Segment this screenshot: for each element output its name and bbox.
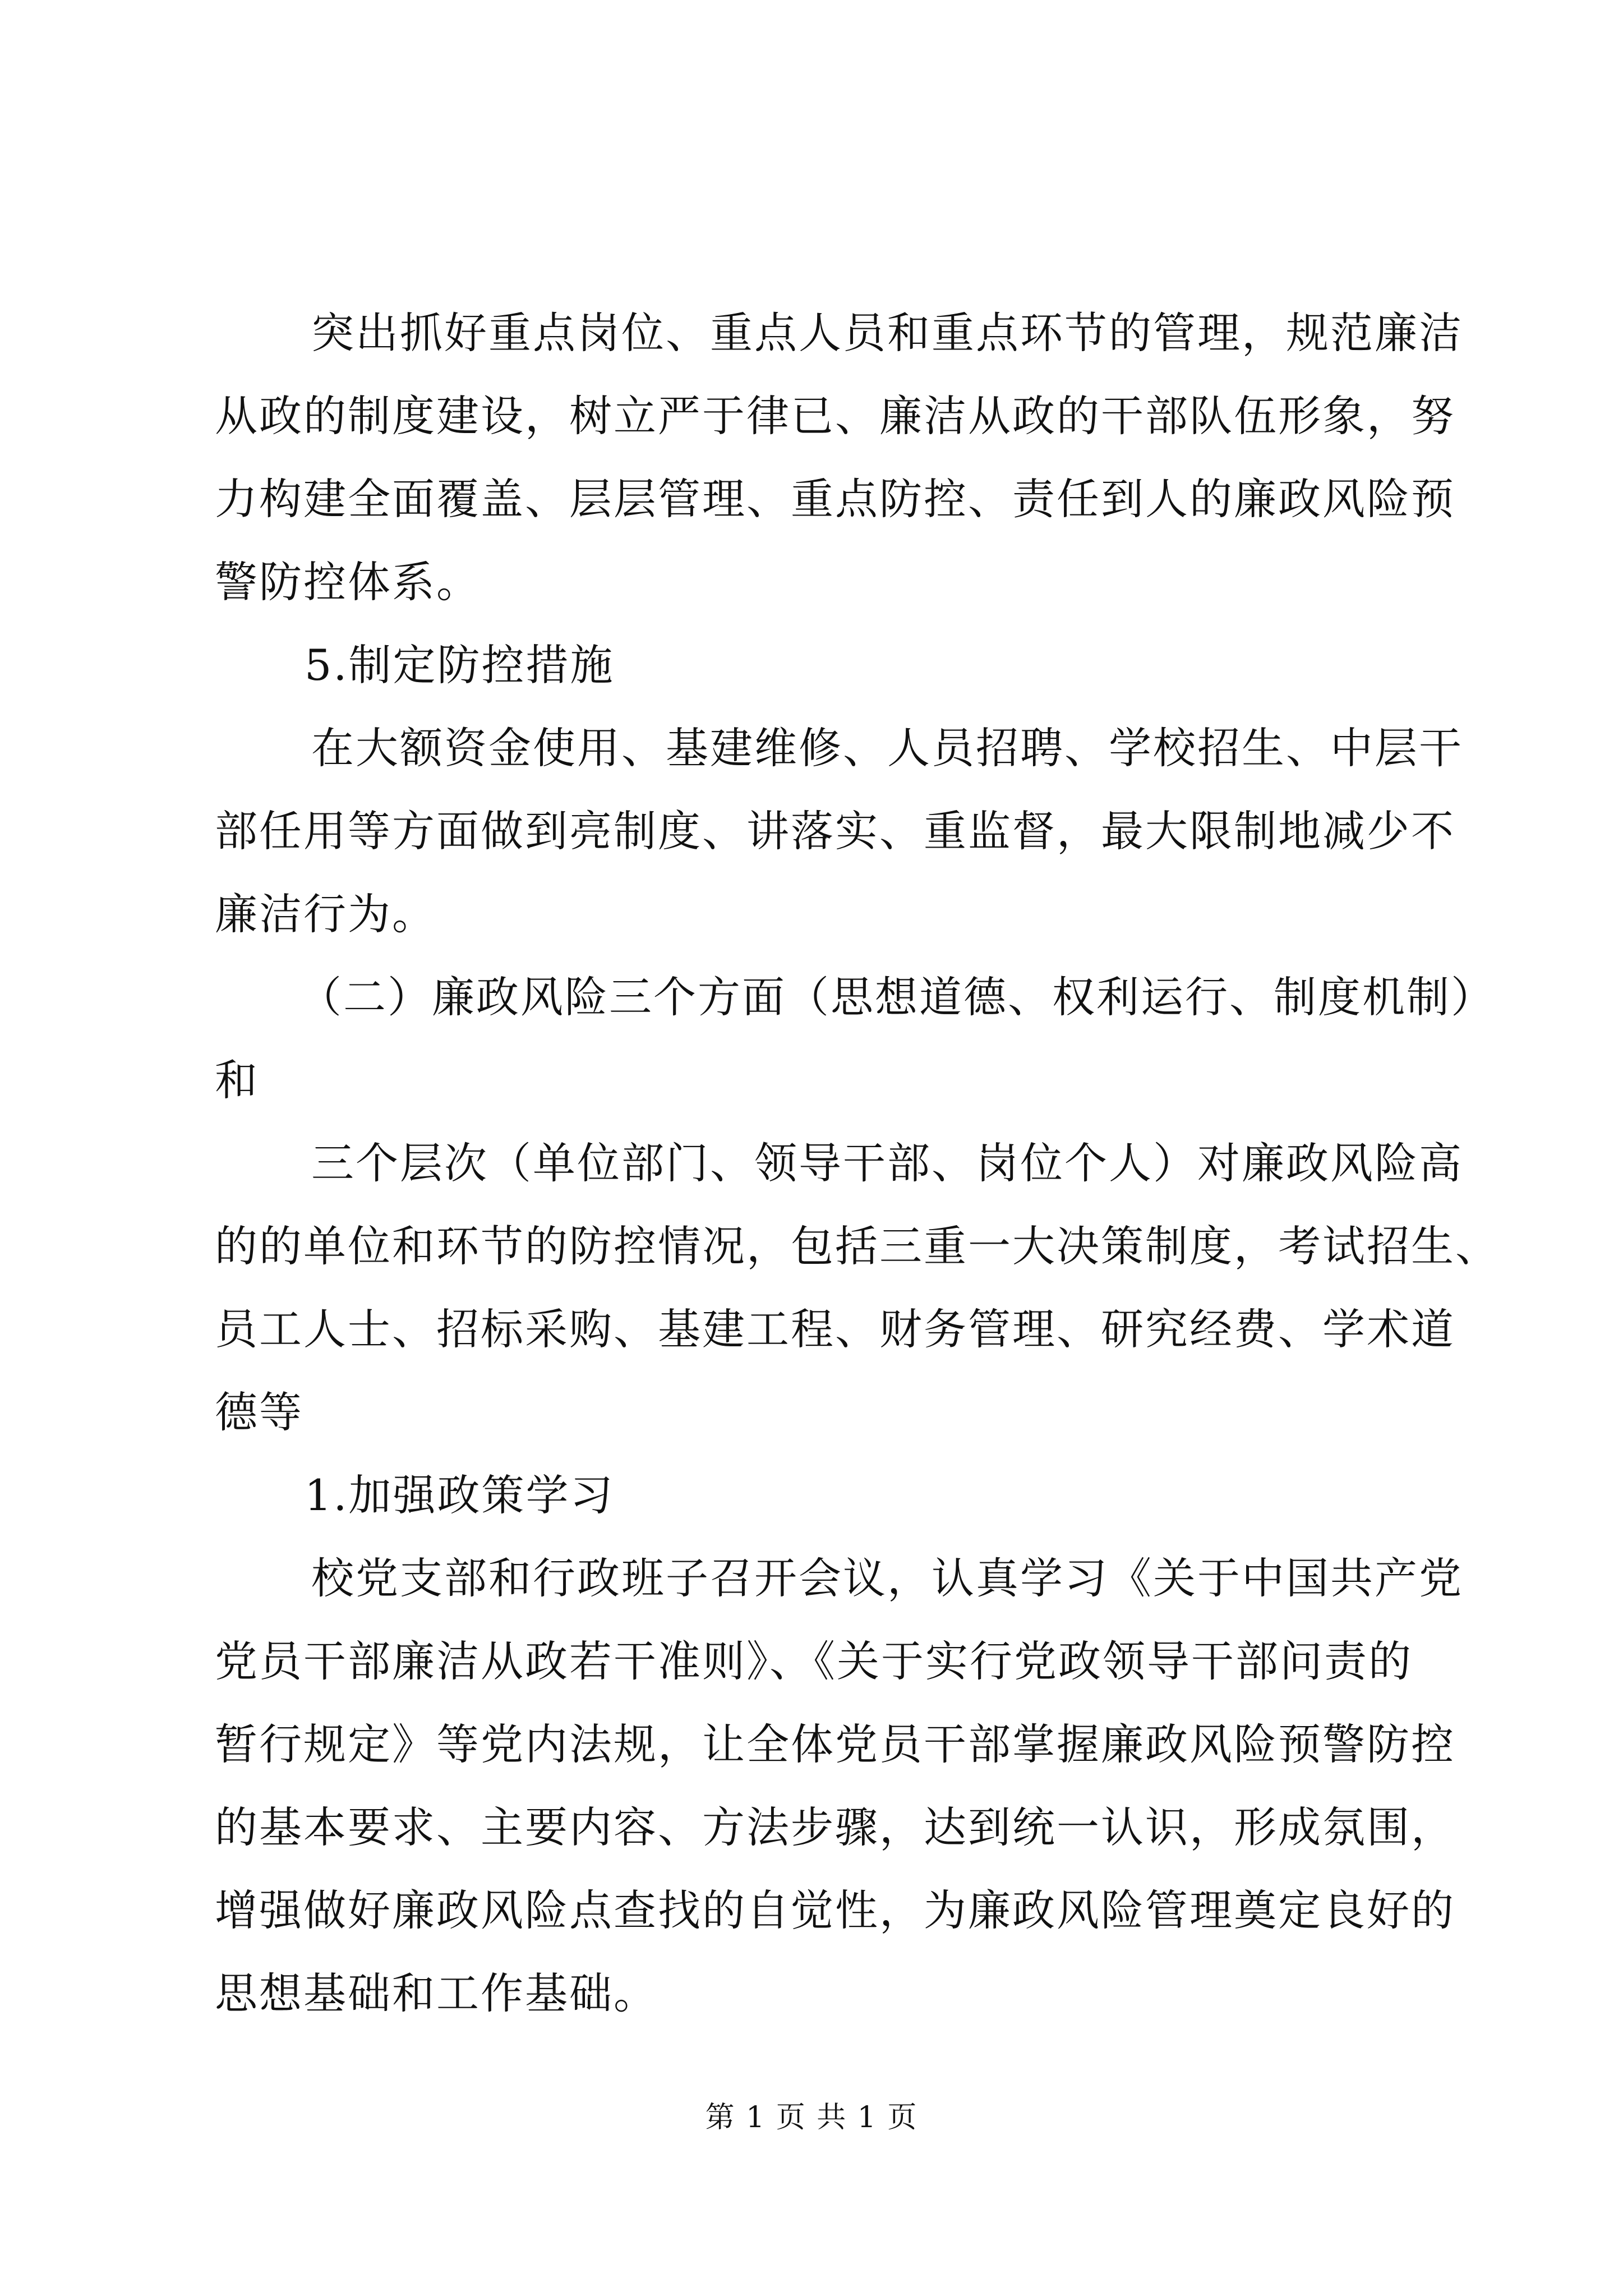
section-heading-continuation: 和 bbox=[215, 1055, 259, 1105]
paragraph-line: 在大额资金使用、基建维修、人员招聘、学校招生、中层干 bbox=[311, 723, 1463, 773]
section-heading: （二）廉政风险三个方面（思想道德、权利运行、制度机制） bbox=[299, 972, 1495, 1022]
paragraph-line: 的基本要求、主要内容、方法步骤，达到统一认识，形成氛围， bbox=[215, 1802, 1455, 1852]
paragraph-line: 思想基础和工作基础。 bbox=[215, 1968, 658, 2018]
paragraph-line: 暂行规定》等党内法规，让全体党员干部掌握廉政风险预警防控 bbox=[215, 1719, 1455, 1769]
paragraph-line: 党员干部廉洁从政若干准则》、《关于实行党政领导干部问责的 bbox=[215, 1636, 1413, 1686]
section-heading: 5.制定防控措施 bbox=[305, 640, 615, 690]
paragraph-line: 突出抓好重点岗位、重点人员和重点环节的管理，规范廉洁 bbox=[311, 308, 1463, 358]
paragraph-line: 增强做好廉政风险点查找的自觉性，为廉政风险管理奠定良好的 bbox=[215, 1885, 1455, 1935]
paragraph-line: 三个层次（单位部门、领导干部、岗位个人）对廉政风险高 bbox=[311, 1138, 1463, 1188]
paragraph-line: 从政的制度建设，树立严于律已、廉洁从政的干部队伍形象，努 bbox=[215, 391, 1455, 441]
paragraph-line: 警防控体系。 bbox=[215, 557, 481, 607]
paragraph-line: 德等 bbox=[215, 1387, 303, 1437]
paragraph-line: 部任用等方面做到亮制度、讲落实、重监督，最大限制地减少不 bbox=[215, 806, 1455, 856]
paragraph-line: 员工人士、招标采购、基建工程、财务管理、研究经费、学术道 bbox=[215, 1304, 1455, 1354]
page-footer: 第 1 页 共 1 页 bbox=[705, 2101, 918, 2134]
section-heading: 1.加强政策学习 bbox=[305, 1470, 615, 1520]
paragraph-line: 廉洁行为。 bbox=[215, 889, 436, 939]
paragraph-line: 的的单位和环节的防控情况，包括三重一大决策制度，考试招生、 bbox=[215, 1221, 1500, 1271]
paragraph-line: 校党支部和行政班子召开会议，认真学习《关于中国共产党 bbox=[311, 1553, 1463, 1603]
paragraph-line: 力构建全面覆盖、层层管理、重点防控、责任到人的廉政风险预 bbox=[215, 474, 1455, 524]
document-body bbox=[215, 292, 1500, 2035]
